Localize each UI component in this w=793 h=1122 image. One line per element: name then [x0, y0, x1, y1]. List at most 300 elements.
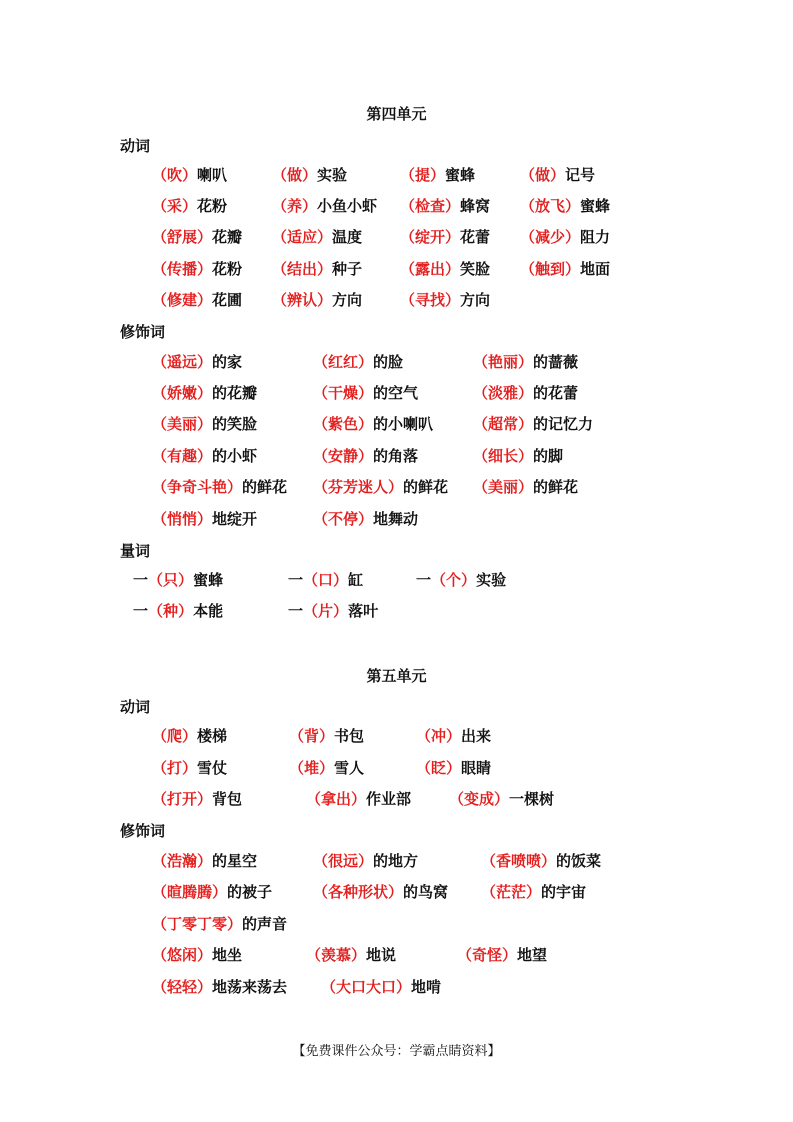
- list-item: [152, 976, 287, 997]
- close-paren: ）: [182, 166, 198, 184]
- close-paren: ）: [388, 883, 404, 901]
- measure-prefix: 一: [133, 571, 149, 589]
- phrase-text: 的小虾: [212, 447, 258, 465]
- list-item: [152, 195, 227, 216]
- list-item: [416, 725, 491, 746]
- close-paren: ）: [358, 510, 374, 528]
- fill-word: 眨: [431, 759, 447, 777]
- list-item: [306, 788, 411, 809]
- phrase-text: 的饭菜: [556, 852, 602, 870]
- list-row: [0, 569, 793, 591]
- open-paren: （: [481, 852, 497, 870]
- close-paren: ）: [197, 790, 213, 808]
- close-paren: ）: [178, 571, 194, 589]
- open-paren: （: [303, 571, 319, 589]
- phrase-text: 阻力: [580, 228, 611, 246]
- phrase-text: 花粉: [197, 197, 228, 215]
- close-paren: ）: [319, 727, 335, 745]
- list-item: [321, 976, 441, 997]
- fill-word: 浩瀚: [167, 852, 198, 870]
- phrase-text: 的家: [212, 353, 243, 371]
- phrase-text: 地面: [580, 260, 611, 278]
- open-paren: （: [152, 166, 168, 184]
- list-item: [152, 944, 242, 965]
- fill-word: 片: [318, 602, 334, 620]
- close-paren: ）: [197, 291, 213, 309]
- fill-word: 打: [167, 759, 183, 777]
- list-row: [0, 476, 793, 498]
- close-paren: ）: [182, 727, 198, 745]
- open-paren: （: [152, 384, 168, 402]
- close-paren: ）: [197, 978, 213, 996]
- fill-word: 舒展: [167, 228, 198, 246]
- close-paren: ）: [518, 478, 534, 496]
- open-paren: （: [313, 384, 329, 402]
- list-item: [272, 195, 377, 216]
- list-item: [152, 881, 272, 902]
- close-paren: ）: [333, 602, 349, 620]
- list-row: [0, 258, 793, 280]
- list-item: [272, 289, 362, 310]
- open-paren: （: [473, 415, 489, 433]
- list-item: [313, 850, 418, 871]
- phrase-text: 的鲜花: [533, 478, 579, 496]
- close-paren: ）: [494, 790, 510, 808]
- fill-word: 娇嫩: [167, 384, 198, 402]
- open-paren: （: [152, 915, 168, 933]
- fill-word: 茫茫: [496, 883, 527, 901]
- close-paren: ）: [565, 197, 581, 215]
- list-item: [152, 258, 242, 279]
- open-paren: （: [473, 478, 489, 496]
- unit5-verbs-heading: 动词: [120, 698, 151, 716]
- fill-word: 干燥: [328, 384, 359, 402]
- list-item: [288, 569, 363, 590]
- list-row: [0, 757, 793, 779]
- phrase-text: 书包: [334, 727, 365, 745]
- fill-word: 细长: [488, 447, 519, 465]
- open-paren: （: [152, 727, 168, 745]
- fill-word: 种: [163, 602, 179, 620]
- open-paren: （: [313, 478, 329, 496]
- close-paren: ）: [541, 852, 557, 870]
- fill-word: 美丽: [488, 478, 519, 496]
- list-row: [0, 976, 793, 998]
- close-paren: ）: [445, 291, 461, 309]
- fill-word: 打开: [167, 790, 198, 808]
- close-paren: ）: [518, 447, 534, 465]
- open-paren: （: [473, 353, 489, 371]
- open-paren: （: [152, 291, 168, 309]
- open-paren: （: [272, 166, 288, 184]
- open-paren: （: [313, 415, 329, 433]
- fill-word: 辨认: [287, 291, 318, 309]
- fill-word: 只: [163, 571, 179, 589]
- open-paren: （: [416, 727, 432, 745]
- close-paren: ）: [197, 510, 213, 528]
- list-row: [0, 226, 793, 248]
- phrase-text: 蜜蜂: [193, 571, 224, 589]
- list-item: [152, 850, 257, 871]
- open-paren: （: [272, 197, 288, 215]
- list-item: [152, 164, 227, 185]
- fill-word: 个: [446, 571, 462, 589]
- list-item: [152, 226, 242, 247]
- fill-word: 检查: [415, 197, 446, 215]
- close-paren: ）: [358, 415, 374, 433]
- list-item: [400, 164, 475, 185]
- phrase-text: 实验: [476, 571, 507, 589]
- fill-word: 绽开: [415, 228, 446, 246]
- close-paren: ）: [445, 197, 461, 215]
- fill-word: 变成: [464, 790, 495, 808]
- open-paren: （: [481, 883, 497, 901]
- list-item: [313, 508, 418, 529]
- list-item: [152, 757, 227, 778]
- list-item: [152, 289, 242, 310]
- open-paren: （: [400, 197, 416, 215]
- close-paren: ）: [518, 353, 534, 371]
- list-item: [313, 881, 448, 902]
- fill-word: 淡雅: [488, 384, 519, 402]
- measure-prefix: 一: [416, 571, 432, 589]
- close-paren: ）: [317, 260, 333, 278]
- open-paren: （: [152, 415, 168, 433]
- open-paren: （: [303, 602, 319, 620]
- open-paren: （: [520, 228, 536, 246]
- close-paren: ）: [197, 447, 213, 465]
- phrase-text: 花圃: [212, 291, 243, 309]
- close-paren: ）: [550, 166, 566, 184]
- close-paren: ）: [182, 759, 198, 777]
- fill-word: 很远: [328, 852, 359, 870]
- fill-word: 爬: [167, 727, 183, 745]
- open-paren: （: [289, 727, 305, 745]
- fill-word: 超常: [488, 415, 519, 433]
- list-item: [289, 725, 364, 746]
- open-paren: （: [400, 291, 416, 309]
- unit5-modifiers-heading: 修饰词: [120, 822, 166, 840]
- fill-word: 冲: [431, 727, 447, 745]
- list-item: [152, 445, 257, 466]
- close-paren: ）: [461, 571, 477, 589]
- close-paren: ）: [445, 228, 461, 246]
- list-item: [473, 476, 578, 497]
- phrase-text: 作业部: [366, 790, 412, 808]
- fill-word: 做: [287, 166, 303, 184]
- phrase-text: 的星空: [212, 852, 258, 870]
- close-paren: ）: [358, 447, 374, 465]
- open-paren: （: [152, 447, 168, 465]
- phrase-text: 的蔷薇: [533, 353, 579, 371]
- list-item: [272, 258, 362, 279]
- list-item: [152, 508, 257, 529]
- list-item: [400, 258, 490, 279]
- measure-prefix: 一: [288, 571, 304, 589]
- open-paren: （: [457, 946, 473, 964]
- fill-word: 采: [167, 197, 183, 215]
- open-paren: （: [152, 260, 168, 278]
- list-item: [306, 944, 396, 965]
- fill-word: 大口大口: [336, 978, 397, 996]
- open-paren: （: [152, 883, 168, 901]
- list-row: [0, 508, 793, 530]
- list-item: [520, 258, 610, 279]
- phrase-text: 的小喇叭: [373, 415, 434, 433]
- list-item: [313, 382, 418, 403]
- close-paren: ）: [446, 727, 462, 745]
- close-paren: ）: [565, 228, 581, 246]
- close-paren: ）: [212, 883, 228, 901]
- fill-word: 羡慕: [321, 946, 352, 964]
- phrase-text: 的脸: [373, 353, 404, 371]
- fill-word: 悄悄: [167, 510, 198, 528]
- close-paren: ）: [502, 946, 518, 964]
- list-item: [272, 226, 362, 247]
- phrase-text: 笑脸: [460, 260, 491, 278]
- unit4-measure-heading: 量词: [120, 542, 151, 560]
- list-item: [152, 913, 287, 934]
- fill-word: 放飞: [535, 197, 566, 215]
- close-paren: ）: [197, 260, 213, 278]
- list-row: [0, 382, 793, 404]
- list-row: [0, 195, 793, 217]
- open-paren: （: [400, 228, 416, 246]
- phrase-text: 背包: [212, 790, 243, 808]
- phrase-text: 方向: [332, 291, 363, 309]
- open-paren: （: [520, 197, 536, 215]
- phrase-text: 记号: [565, 166, 596, 184]
- list-item: [473, 351, 578, 372]
- fill-word: 触到: [535, 260, 566, 278]
- close-paren: ）: [227, 915, 243, 933]
- fill-word: 香喷喷: [496, 852, 542, 870]
- phrase-text: 小鱼小虾: [317, 197, 378, 215]
- fill-word: 安静: [328, 447, 359, 465]
- close-paren: ）: [446, 759, 462, 777]
- open-paren: （: [148, 602, 164, 620]
- phrase-text: 温度: [332, 228, 363, 246]
- list-item: [520, 195, 610, 216]
- open-paren: （: [272, 260, 288, 278]
- fill-word: 艳丽: [488, 353, 519, 371]
- fill-word: 做: [535, 166, 551, 184]
- phrase-text: 楼梯: [197, 727, 228, 745]
- phrase-text: 方向: [460, 291, 491, 309]
- list-item: [272, 164, 347, 185]
- close-paren: ）: [227, 478, 243, 496]
- open-paren: （: [431, 571, 447, 589]
- phrase-text: 的角落: [373, 447, 419, 465]
- fill-word: 口: [318, 571, 334, 589]
- open-paren: （: [416, 759, 432, 777]
- list-item: [400, 195, 490, 216]
- fill-word: 寻找: [415, 291, 446, 309]
- measure-prefix: 一: [288, 602, 304, 620]
- list-row: [0, 289, 793, 311]
- open-paren: （: [313, 447, 329, 465]
- unit4-verbs-heading: 动词: [120, 137, 151, 155]
- close-paren: ）: [182, 197, 198, 215]
- open-paren: （: [152, 353, 168, 371]
- unit4-modifiers-heading: 修饰词: [120, 323, 166, 341]
- phrase-text: 眼睛: [461, 759, 492, 777]
- list-item: [473, 445, 563, 466]
- phrase-text: 本能: [193, 602, 224, 620]
- phrase-text: 花粉: [212, 260, 243, 278]
- phrase-text: 的声音: [242, 915, 288, 933]
- open-paren: （: [152, 759, 168, 777]
- phrase-text: 地绽开: [212, 510, 258, 528]
- open-paren: （: [306, 946, 322, 964]
- list-row: [0, 164, 793, 186]
- list-item: [473, 382, 578, 403]
- fill-word: 适应: [287, 228, 318, 246]
- phrase-text: 地望: [517, 946, 548, 964]
- list-item: [520, 226, 610, 247]
- list-item: [152, 725, 227, 746]
- close-paren: ）: [178, 602, 194, 620]
- list-row: [0, 413, 793, 435]
- phrase-text: 的鲜花: [403, 478, 449, 496]
- close-paren: ）: [317, 228, 333, 246]
- close-paren: ）: [197, 228, 213, 246]
- phrase-text: 地说: [366, 946, 397, 964]
- open-paren: （: [272, 291, 288, 309]
- close-paren: ）: [358, 353, 374, 371]
- list-item: [313, 413, 433, 434]
- phrase-text: 地坐: [212, 946, 243, 964]
- open-paren: （: [152, 978, 168, 996]
- close-paren: ）: [302, 197, 318, 215]
- list-item: [289, 757, 364, 778]
- close-paren: ）: [526, 883, 542, 901]
- unit5-title: 第五单元: [366, 667, 427, 685]
- close-paren: ）: [565, 260, 581, 278]
- fill-word: 结出: [287, 260, 318, 278]
- list-row: [0, 850, 793, 872]
- phrase-text: 雪仗: [197, 759, 228, 777]
- list-item: [133, 600, 223, 621]
- close-paren: ）: [430, 166, 446, 184]
- phrase-text: 落叶: [348, 602, 379, 620]
- phrase-text: 花蕾: [460, 228, 491, 246]
- list-item: [288, 600, 378, 621]
- open-paren: （: [289, 759, 305, 777]
- open-paren: （: [313, 353, 329, 371]
- close-paren: ）: [319, 759, 335, 777]
- fill-word: 奇怪: [472, 946, 503, 964]
- close-paren: ）: [197, 415, 213, 433]
- phrase-text: 的空气: [373, 384, 419, 402]
- list-row: [0, 788, 793, 810]
- close-paren: ）: [333, 571, 349, 589]
- list-item: [152, 476, 287, 497]
- phrase-text: 实验: [317, 166, 348, 184]
- fill-word: 不停: [328, 510, 359, 528]
- open-paren: （: [449, 790, 465, 808]
- fill-word: 美丽: [167, 415, 198, 433]
- open-paren: （: [152, 510, 168, 528]
- fill-word: 悠闲: [167, 946, 198, 964]
- phrase-text: 蜜蜂: [580, 197, 611, 215]
- fill-word: 丁零丁零: [167, 915, 228, 933]
- close-paren: ）: [197, 384, 213, 402]
- close-paren: ）: [197, 353, 213, 371]
- open-paren: （: [313, 852, 329, 870]
- open-paren: （: [473, 447, 489, 465]
- open-paren: （: [152, 852, 168, 870]
- open-paren: （: [152, 478, 168, 496]
- fill-word: 背: [304, 727, 320, 745]
- list-item: [457, 944, 547, 965]
- list-item: [133, 569, 223, 590]
- measure-prefix: 一: [133, 602, 149, 620]
- list-item: [416, 569, 506, 590]
- close-paren: ）: [388, 478, 404, 496]
- list-item: [152, 382, 257, 403]
- list-row: [0, 725, 793, 747]
- list-row: [0, 600, 793, 622]
- list-item: [152, 351, 242, 372]
- close-paren: ）: [518, 384, 534, 402]
- close-paren: ）: [445, 260, 461, 278]
- phrase-text: 的宇宙: [541, 883, 587, 901]
- phrase-text: 的鲜花: [242, 478, 288, 496]
- phrase-text: 蜜蜂: [445, 166, 476, 184]
- footer-note: 【免费课件公众号：学霸点睛资料】: [292, 1044, 501, 1059]
- list-item: [520, 164, 595, 185]
- open-paren: （: [400, 166, 416, 184]
- list-row: [0, 445, 793, 467]
- fill-word: 有趣: [167, 447, 198, 465]
- list-item: [400, 226, 490, 247]
- fill-word: 争奇斗艳: [167, 478, 228, 496]
- fill-word: 减少: [535, 228, 566, 246]
- list-item: [313, 476, 448, 497]
- phrase-text: 雪人: [334, 759, 365, 777]
- phrase-text: 一棵树: [509, 790, 555, 808]
- open-paren: （: [152, 946, 168, 964]
- list-item: [313, 445, 418, 466]
- phrase-text: 种子: [332, 260, 363, 278]
- close-paren: ）: [302, 166, 318, 184]
- open-paren: （: [148, 571, 164, 589]
- fill-word: 芬芳迷人: [328, 478, 389, 496]
- list-item: [449, 788, 554, 809]
- phrase-text: 的被子: [227, 883, 273, 901]
- open-paren: （: [313, 883, 329, 901]
- fill-word: 露出: [415, 260, 446, 278]
- open-paren: （: [313, 510, 329, 528]
- fill-word: 暄腾腾: [167, 883, 213, 901]
- phrase-text: 缸: [348, 571, 364, 589]
- phrase-text: 的地方: [373, 852, 419, 870]
- open-paren: （: [520, 166, 536, 184]
- phrase-text: 地啃: [411, 978, 442, 996]
- fill-word: 提: [415, 166, 431, 184]
- phrase-text: 的鸟窝: [403, 883, 449, 901]
- open-paren: （: [152, 790, 168, 808]
- phrase-text: 地舞动: [373, 510, 419, 528]
- phrase-text: 的脚: [533, 447, 564, 465]
- list-item: [152, 788, 242, 809]
- close-paren: ）: [197, 946, 213, 964]
- close-paren: ）: [317, 291, 333, 309]
- close-paren: ）: [396, 978, 412, 996]
- close-paren: ）: [518, 415, 534, 433]
- list-item: [473, 413, 593, 434]
